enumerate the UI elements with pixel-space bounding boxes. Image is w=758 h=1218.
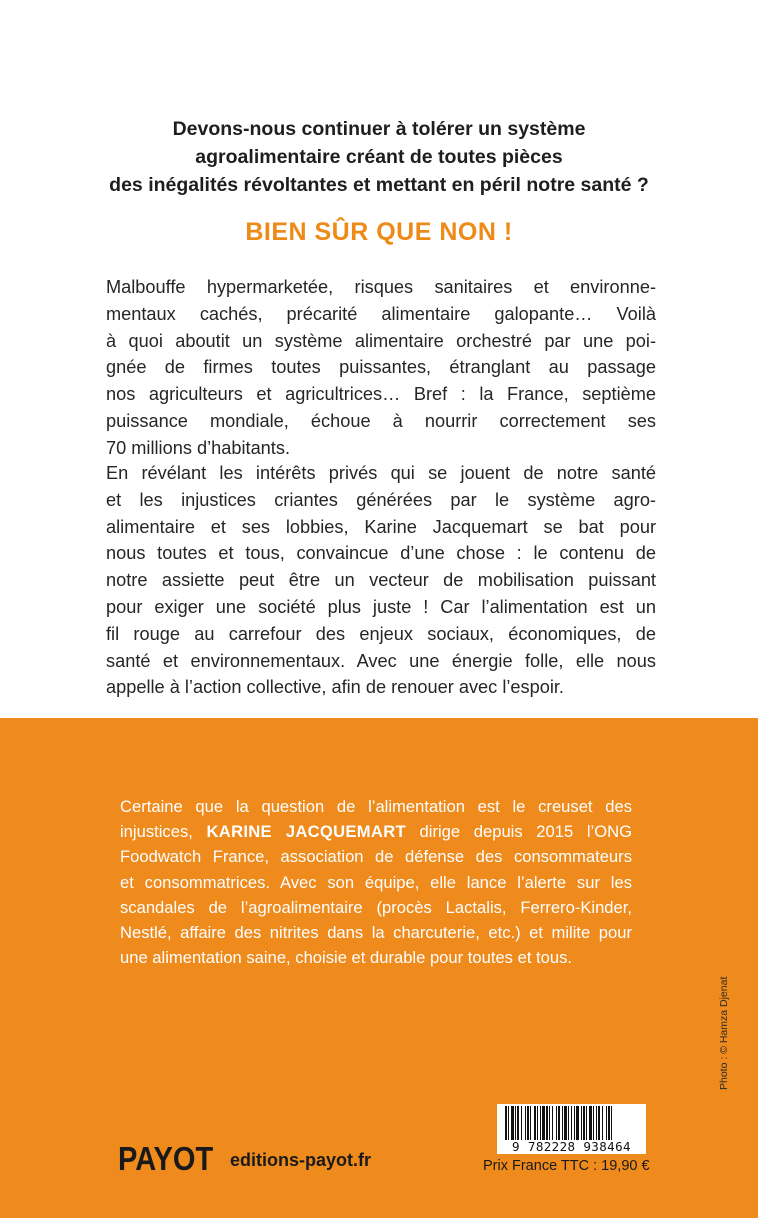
- barcode-bar: [530, 1106, 531, 1140]
- paragraph-line: alimentaire et ses lobbies, Karine Jacquemart se bat pour: [106, 516, 656, 537]
- barcode-bar: [549, 1106, 550, 1140]
- summary-paragraph-2: [106, 460, 656, 701]
- photo-credit: [718, 1074, 719, 1090]
- paragraph-line: En révélant les intérêts privés qui se jouent de notre santé: [106, 463, 656, 483]
- barcode-bar: [606, 1106, 607, 1140]
- barcode-bar: [556, 1106, 557, 1140]
- barcode-bar: [562, 1106, 563, 1140]
- barcode-bar: [521, 1106, 522, 1140]
- barcode-bar: [534, 1106, 536, 1140]
- barcode-bar: [552, 1106, 553, 1140]
- barcode-bar: [564, 1106, 567, 1140]
- barcode-bar: [583, 1106, 585, 1140]
- bio-line: et consommatrices. Avec son équipe, elle lance l’alerte sur les: [120, 872, 632, 892]
- paragraph-line: Malbouffe hypermarketée, risques sanitaires et environne-: [106, 277, 656, 297]
- barcode-bar: [581, 1106, 582, 1140]
- bio-text: injustices,: [120, 822, 207, 842]
- summary-paragraph-1: [106, 274, 656, 462]
- publisher-logo: PAYOT: [118, 1140, 214, 1177]
- author-name: KARINE JACQUEMART: [206, 822, 406, 842]
- price-label: Prix France TTC : 19,90 €: [483, 1158, 650, 1174]
- barcode-bar: [508, 1106, 509, 1140]
- barcode-bar: [537, 1106, 538, 1140]
- barcode-bar: [515, 1106, 516, 1140]
- paragraph-line: et les injustices criantes générées par le système agro-: [106, 489, 656, 510]
- barcode-bar: [574, 1106, 575, 1140]
- tagline: [60, 115, 698, 199]
- barcode-bar: [525, 1106, 526, 1140]
- isbn-digits: 9 782228 938464: [497, 1140, 646, 1154]
- tagline-line: Devons-nous continuer à tolérer un système: [172, 118, 586, 140]
- paragraph-line: pour exiger une société plus juste ! Car l’alimentation est un: [106, 596, 656, 617]
- author-bio: [120, 794, 632, 970]
- barcode-bar: [593, 1106, 594, 1140]
- barcode-bar: [596, 1106, 597, 1140]
- bio-line: [120, 819, 632, 844]
- barcode-bar: [608, 1106, 610, 1140]
- barcode-bar: [517, 1106, 519, 1140]
- bio-line: Certaine que la question de l’alimentation est le creuset des: [120, 797, 632, 816]
- bio-line: Foodwatch France, association de défense des consommateurs: [120, 847, 632, 867]
- paragraph-line: nos agriculteurs et agricultrices… Bref : la France, septième: [106, 384, 656, 405]
- barcode-bar: [589, 1106, 592, 1140]
- barcode-bar: [527, 1106, 529, 1140]
- publisher-website[interactable]: editions-payot.fr: [230, 1150, 372, 1170]
- barcode-bar: [598, 1106, 600, 1140]
- barcode-bar: [571, 1106, 572, 1140]
- paragraph-line: fil rouge au carrefour des enjeux sociaux, économiques, de: [106, 623, 656, 644]
- paragraph-line: notre assiette peut être un vecteur de mobilisation puissant: [106, 570, 656, 591]
- barcode-bar: [505, 1106, 507, 1140]
- paragraph-line: à quoi aboutit un système alimentaire orchestré par une poi-: [106, 330, 656, 351]
- bio-line: Nestlé, affaire des nitrites dans la charcuterie, etc.) et milite pour: [120, 923, 632, 943]
- barcode-bar: [542, 1106, 545, 1140]
- isbn-barcode: [497, 1104, 646, 1154]
- paragraph-line: nous toutes et tous, convaincue d’une chose : le contenu de: [106, 543, 656, 564]
- paragraph-line: santé et environnementaux. Avec une énergie folle, elle nous: [106, 650, 656, 671]
- barcode-bar: [576, 1106, 579, 1140]
- bio-line: scandales de l’agroalimentaire (procès Lactalis, Ferrero-Kinder,: [120, 897, 632, 917]
- headline: BIEN SÛR QUE NON !: [245, 218, 513, 246]
- paragraph-line: gnée de firmes toutes puissantes, étranglant au passage: [106, 357, 656, 378]
- barcode-bar: [602, 1106, 603, 1140]
- paragraph-line: appelle à l’action collective, afin de renouer avec l’espoir.: [106, 677, 564, 698]
- barcode-bar: [558, 1106, 560, 1140]
- tagline-line: agroalimentaire créant de toutes pièces: [195, 146, 563, 168]
- barcode-icon: [497, 1104, 646, 1140]
- paragraph-line: 70 millions d’habitants.: [106, 437, 290, 458]
- bio-text: dirige depuis 2015 l’ONG: [405, 822, 633, 842]
- paragraph-line: puissance mondiale, échoue à nourrir correctement ses: [106, 410, 656, 431]
- barcode-bar: [568, 1106, 569, 1140]
- barcode-bar: [540, 1106, 541, 1140]
- barcode-bar: [586, 1106, 587, 1140]
- barcode-bar: [611, 1106, 612, 1140]
- barcode-bar: [546, 1106, 548, 1140]
- barcode-bar: [511, 1106, 514, 1140]
- bio-line: une alimentation saine, choisie et durable pour toutes et tous.: [120, 948, 573, 968]
- paragraph-line: mentaux cachés, précarité alimentaire galopante… Voilà: [106, 303, 656, 324]
- tagline-line: des inégalités révoltantes et mettant en péril notre santé ?: [109, 174, 649, 196]
